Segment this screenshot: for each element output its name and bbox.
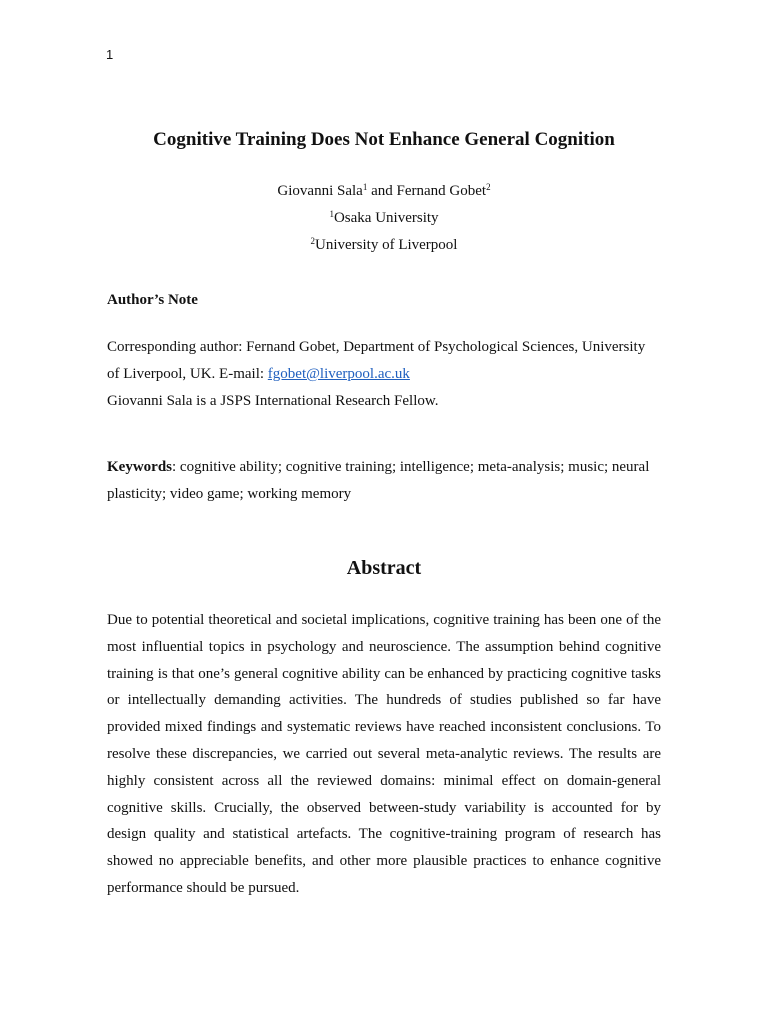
- affiliation-name-1: Osaka University: [333, 210, 439, 226]
- affiliation-name-2: University of Liverpool: [315, 237, 458, 253]
- abstract-heading: Abstract: [346, 557, 422, 579]
- fellowship-line: Giovanni Sala is a JSPS International Research Fellow.: [107, 393, 439, 409]
- abstract-body: [107, 607, 661, 902]
- author-name-1: Giovanni Sala: [277, 183, 363, 199]
- abstract-line: showed no appreciable benefits, and other more plausible practices to enhance cognitive: [107, 853, 661, 870]
- author-block: [0, 178, 768, 259]
- keywords-line-1: [107, 454, 667, 481]
- corresponding-author-line: Corresponding author: Fernand Gobet, Department of Psychological Sciences, University: [107, 339, 646, 355]
- author-name-2: Fernand Gobet: [396, 183, 487, 199]
- keywords-line-2: plasticity; video game; working memory: [107, 486, 352, 502]
- abstract-line: cognitive skills. Crucially, the observed between-study variability is accounted for by: [107, 799, 661, 816]
- affiliation-superscript-1: 1: [329, 209, 334, 219]
- authors-note-heading: Author’s Note: [107, 292, 198, 308]
- email-link[interactable]: fgobet@liverpool.ac.uk: [267, 366, 410, 382]
- affiliation-line: [0, 205, 768, 232]
- corresponding-author-email-line: [107, 361, 667, 388]
- abstract-line: or intellectually demanding activities. The hundreds of studies published so far have: [107, 692, 661, 709]
- keywords-block: [107, 454, 667, 508]
- author-superscript-1: 1: [362, 182, 368, 192]
- abstract-line: performance should be pursued.: [107, 879, 300, 896]
- abstract-line: Due to potential theoretical and societal implications, cognitive training has been one of the: [107, 612, 661, 628]
- email-prefix: of Liverpool, UK. E-mail:: [107, 366, 268, 382]
- paper-title: Cognitive Training Does Not Enhance General Cognition: [153, 129, 615, 150]
- abstract-line: training is that one’s general cognitive ability can be enhanced by practicing cognitive tasks: [107, 665, 661, 682]
- page-number: 1: [106, 47, 114, 62]
- author-line: [0, 178, 768, 205]
- abstract-line: highly consistent across all the reviewed domains: minimal effect on domain-general: [107, 772, 661, 789]
- abstract-line: resolve these discrepancies, we carried out several meta-analytic reviews. The results are: [107, 745, 661, 762]
- abstract-line: design quality and statistical artefacts. The cognitive-training program of research has: [107, 826, 661, 843]
- authors-note-body: [107, 334, 667, 415]
- affiliation-line: [0, 232, 768, 259]
- abstract-line: most influential topics in psychology and neuroscience. The assumption behind cognitive: [107, 638, 661, 655]
- author-conjunction: and: [367, 183, 397, 199]
- keywords-label: Keywords: [107, 459, 172, 475]
- author-superscript-2: 2: [486, 182, 491, 192]
- keywords-text-1: : cognitive ability; cognitive training; intelligence; meta-analysis; music; neural: [172, 459, 650, 475]
- abstract-line: provided mixed findings and systematic reviews have reached inconsistent conclusions. To: [107, 719, 661, 736]
- affiliation-superscript-2: 2: [310, 236, 315, 246]
